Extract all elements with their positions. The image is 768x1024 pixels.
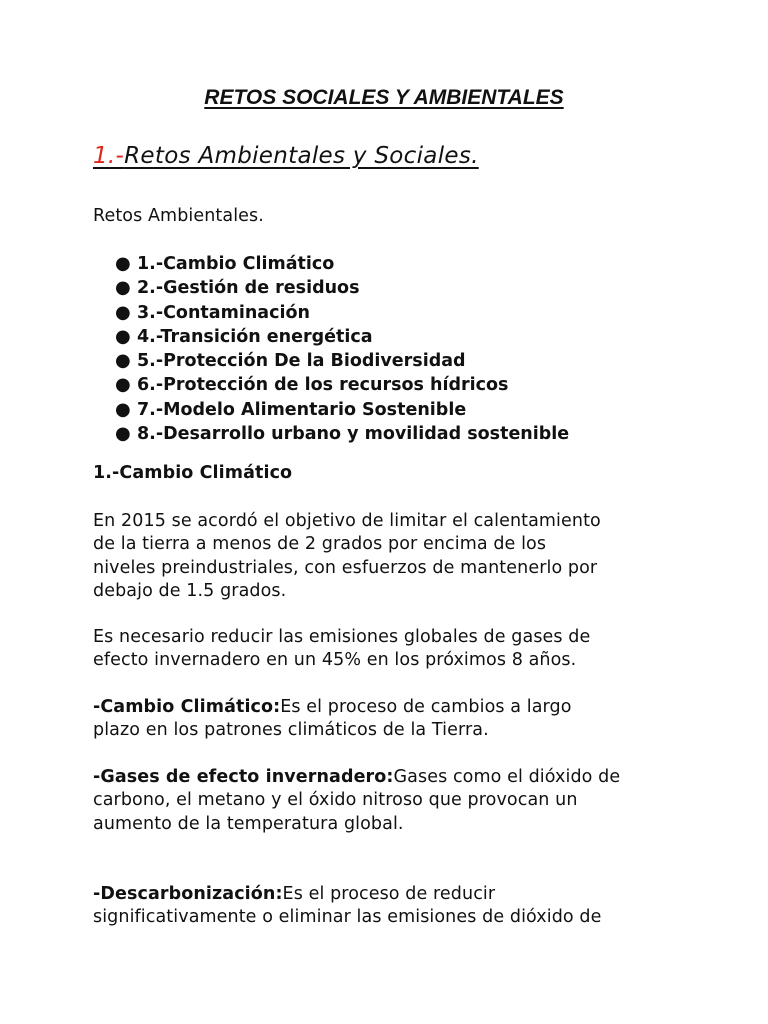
definition-term: -Gases de efecto invernadero: [93,767,394,787]
list-item [115,325,569,349]
definition-decarbonization [93,883,693,930]
bullet-icon: ● [115,301,131,323]
list-item-text: 8.-Desarrollo urbano y movilidad sostenible [137,424,570,445]
definition-term: -Descarbonización: [93,884,283,904]
list-item [115,276,569,300]
definition-line: significativamente o eliminar las emisiones de dióxido de [93,907,602,928]
document-title: RETOS SOCIALES Y AMBIENTALES [204,86,564,109]
list-item [115,301,569,325]
list-item-text: 4.-Transición energética [137,326,373,347]
definition-line: plazo en los patrones climáticos de la Tierra. [93,720,489,741]
challenge-list [115,252,569,446]
bullet-icon: ● [115,253,131,274]
definition-line: Es el proceso de reducir [282,884,496,904]
paragraph-emissions [93,626,693,673]
list-item [115,349,569,373]
climate-change-heading: 1.-Cambio Climático [93,463,293,483]
bullet-icon: ● [115,277,131,299]
bullet-icon: ● [115,423,131,445]
paragraph-line: de la tierra a menos de 2 grados por encima de los [93,534,547,555]
definition-greenhouse-gases [93,766,693,836]
definition-line: Es el proceso de cambios a largo [280,697,572,717]
section-heading-1 [93,143,479,169]
heading-text: Retos Ambientales y Sociales. [124,143,479,169]
definition-line: carbono, el metano y el óxido nitroso que provocan un [93,790,578,811]
bullet-icon: ● [115,374,131,396]
list-item [115,398,569,422]
list-item [115,252,569,276]
bullet-icon: ● [115,350,131,372]
definition-climate-change [93,696,693,743]
paragraph-line: En 2015 se acordó el objetivo de limitar el calentamiento [93,511,601,531]
paragraph-line: niveles preindustriales, con esfuerzos de mantenerlo por [93,557,598,578]
paragraph-line: Es necesario reducir las emisiones globales de gases de [93,627,591,647]
list-item-text: 6.-Protección de los recursos hídricos [137,375,509,396]
list-item-text: 1.-Cambio Climático [137,254,335,274]
list-item-text: 2.-Gestión de residuos [137,278,360,299]
list-item [115,422,569,446]
bullet-icon: ● [115,398,131,420]
definition-term: -Cambio Climático: [93,697,281,717]
definition-line: aumento de la temperatura global. [93,813,404,834]
bullet-icon: ● [115,325,131,347]
subheading: Retos Ambientales. [93,206,264,226]
heading-number: 1.- [93,143,125,169]
paragraph-line: efecto invernadero en un 45% en los próximos 8 años. [93,650,577,671]
list-item-text: 5.-Protección De la Biodiversidad [137,351,466,372]
list-item-text: 7.-Modelo Alimentario Sostenible [137,399,467,420]
list-item [115,373,569,397]
list-item-text: 3.-Contaminación [137,302,310,323]
paragraph-paris-agreement [93,510,693,603]
definition-line: Gases como el dióxido de [393,767,621,787]
paragraph-line: debajo de 1.5 grados. [93,580,287,601]
